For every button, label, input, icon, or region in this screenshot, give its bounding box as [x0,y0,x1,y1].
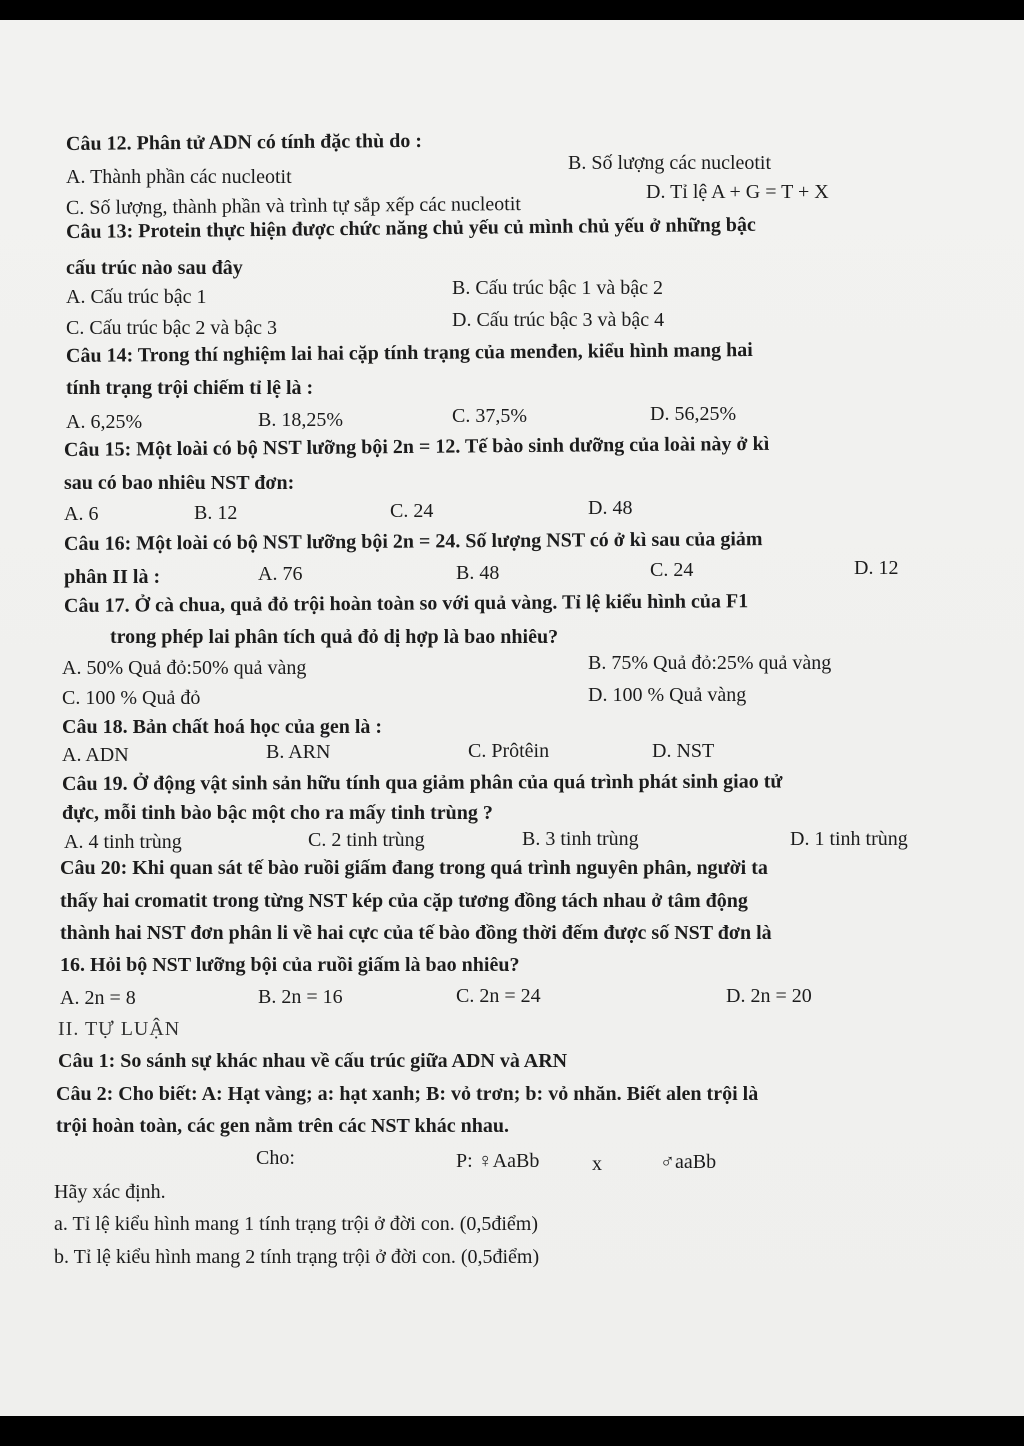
essay-question-1: Câu 1: So sánh sự khác nhau về cấu trúc giữa ADN và ARN [58,1050,568,1072]
q20-option-a: A. 2n = 8 [60,987,136,1009]
q19-option-a: A. 4 tinh trùng [64,831,182,853]
determine-instruction: Hãy xác định. [54,1181,166,1203]
q15-option-b: B. 12 [194,502,238,524]
question-20-title-line4: 16. Hỏi bộ NST lưỡng bội của ruồi giấm là bao nhiêu? [60,954,520,976]
cross-symbol: x [592,1153,602,1175]
q14-option-b: B. 18,25% [258,409,343,431]
q15-option-c: C. 24 [390,500,434,522]
question-13-title-line1: Câu 13: Protein thực hiện được chức năng chủ yếu củ mình chủ yếu ở những bậc [65,213,756,243]
question-16-title-line1: Câu 16: Một loài có bộ NST lưỡng bội 2n = 24. Số lượng NST có ở kì sau của giảm [63,528,763,555]
q14-option-c: C. 37,5% [452,405,527,427]
q16-option-c: C. 24 [650,559,694,581]
essay-section-heading: II. TỰ LUẬN [58,1018,181,1040]
cross-male-parent: ♂aaBb [660,1151,717,1173]
q14-option-a: A. 6,25% [66,411,143,433]
question-15-title-line2: sau có bao nhiêu NST đơn: [64,472,295,494]
q18-option-b: B. ARN [266,741,331,763]
q13-option-b: B. Cấu trúc bậc 1 và bậc 2 [452,277,664,299]
question-20-title-line2: thấy hai cromatit trong từng NST kép của cặp tương đồng tách nhau ở tâm động [60,890,748,912]
question-20-title-line1: Câu 20: Khi quan sát tế bào ruồi giấm đang trong quá trình nguyên phân, người ta [60,857,768,879]
q16-option-b: B. 48 [456,562,500,584]
q15-option-d: D. 48 [588,497,633,519]
essay-question-2-line2: trội hoàn toàn, các gen nằm trên các NST khác nhau. [56,1115,509,1137]
q18-option-a: A. ADN [62,744,129,766]
q18-option-c: C. Prôtêin [468,740,550,762]
q15-option-a: A. 6 [64,503,99,525]
q13-option-a: A. Cấu trúc bậc 1 [66,286,207,308]
cross-female-parent: P: ♀AaBb [456,1150,540,1172]
essay-part-b: b. Tỉ lệ kiểu hình mang 2 tính trạng trội ở đời con. (0,5điểm) [54,1246,540,1268]
q20-option-c: C. 2n = 24 [456,985,541,1007]
q18-option-d: D. NST [652,740,715,762]
question-14-title-line2: tính trạng trội chiếm tỉ lệ là : [66,377,314,399]
question-16-title-line2: phân II là : [64,566,161,588]
q13-option-c: C. Cấu trúc bậc 2 và bậc 3 [66,317,278,339]
q16-option-d: D. 12 [854,557,899,579]
question-17-title-line1: Câu 17. Ở cà chua, quả đỏ trội hoàn toàn so với quả vàng. Tỉ lệ kiểu hình của F1 [63,590,749,617]
essay-question-2-line1: Câu 2: Cho biết: A: Hạt vàng; a: hạt xanh; B: vỏ trơn; b: vỏ nhăn. Biết alen trội là [56,1083,759,1105]
q17-option-b: B. 75% Quả đỏ:25% quả vàng [588,652,832,674]
q12-option-b: B. Số lượng các nucleotit [568,152,772,174]
q17-option-c: C. 100 % Quả đỏ [62,687,201,709]
question-14-title-line1: Câu 14: Trong thí nghiệm lai hai cặp tính trạng của menđen, kiểu hình mang hai [65,339,753,367]
question-20-title-line3: thành hai NST đơn phân li về hai cực của tế bào đồng thời đếm được số NST đơn là [60,922,772,944]
exam-page [0,20,1024,1416]
q19-option-c: C. 2 tinh trùng [308,829,425,851]
essay-part-a: a. Tỉ lệ kiểu hình mang 1 tính trạng trội ở đời con. (0,5điểm) [54,1213,539,1235]
q14-option-d: D. 56,25% [650,403,737,425]
q12-option-a: A. Thành phần các nucleotit [66,166,292,188]
q20-option-d: D. 2n = 20 [726,985,812,1007]
q19-option-b: B. 3 tinh trùng [522,828,639,850]
q12-option-c: C. Số lượng, thành phần và trình tự sắp xếp các nucleotit [65,193,522,219]
question-15-title-line1: Câu 15: Một loài có bộ NST lưỡng bội 2n = 12. Tế bào sinh dưỡng của loài này ở kì [63,432,770,461]
q12-option-d: D. Tỉ lệ A + G = T + X [646,181,829,203]
question-13-title-line2: cấu trúc nào sau đây [66,257,243,279]
q17-option-a: A. 50% Quả đỏ:50% quả vàng [62,657,307,679]
question-19-title-line2: đực, mỗi tinh bào bậc một cho ra mấy tinh trùng ? [62,802,493,824]
question-19-title-line1: Câu 19. Ở động vật sinh sản hữu tính qua giảm phân của quá trình phát sinh giao tử [61,770,783,795]
q17-option-d: D. 100 % Quả vàng [588,684,747,706]
question-18-title: Câu 18. Bản chất hoá học của gen là : [62,716,383,738]
q19-option-d: D. 1 tinh trùng [790,828,908,850]
q16-option-a: A. 76 [258,563,303,585]
q13-option-d: D. Cấu trúc bậc 3 và bậc 4 [452,309,665,331]
question-12-title: Câu 12. Phân tử ADN có tính đặc thù do : [65,129,423,155]
q20-option-b: B. 2n = 16 [258,986,343,1008]
question-17-title-line2: trong phép lai phân tích quả đỏ dị hợp là bao nhiêu? [110,626,559,648]
cross-given-label: Cho: [256,1147,295,1169]
